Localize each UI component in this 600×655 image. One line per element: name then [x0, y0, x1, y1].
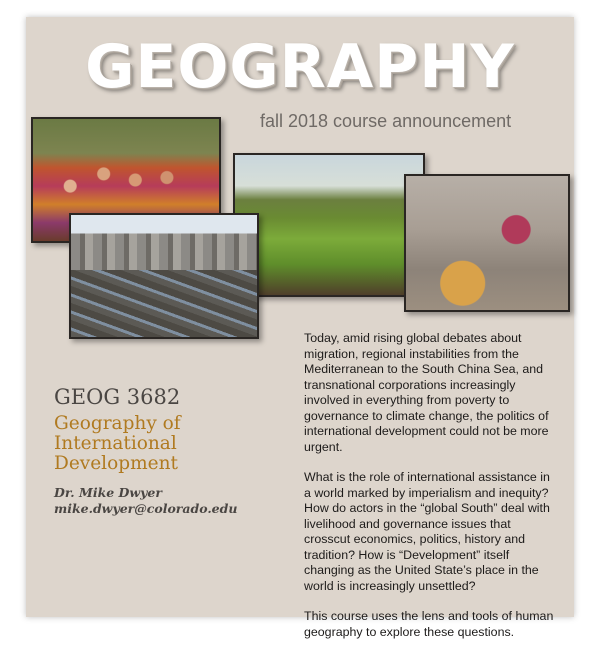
description-paragraph: Today, amid rising global debates about migration, regional instabilities from the Mediterranean to the South China Sea, and transnational corporations increasingly involved in everything from poverty to governance to climate change, the politics of international development could not be more urgent.: [304, 331, 549, 454]
description-paragraph: What is the role of international assistance in a world marked by imperialism and inequity? How do actors in the “global South” deal with livelihood and governance issues that crosscut economics, politics, history and tradition? How is “Development” itself changing as the United State’s place in the world is increasingly unsettled?: [304, 470, 550, 593]
photo-green-fields: [233, 153, 425, 297]
instructor-name: Dr. Mike Dwyer: [54, 485, 162, 500]
course-title-line: Geography of: [54, 413, 181, 434]
poster-title: GEOGRAPHY: [85, 32, 515, 102]
course-code: GEOG 3682: [54, 385, 181, 409]
course-title-line: International: [54, 433, 177, 454]
course-title-line: Development: [54, 453, 178, 474]
course-description: [304, 331, 558, 655]
instructor-info: [54, 485, 237, 517]
description-paragraph: This course uses the lens and tools of human geography to explore these questions.: [304, 609, 554, 639]
photo-woman-cooking: [404, 174, 570, 312]
course-title: [54, 414, 254, 474]
poster-subtitle: fall 2018 course announcement: [260, 111, 512, 131]
photo-city-slum: [69, 213, 259, 339]
instructor-email[interactable]: mike.dwyer@colorado.edu: [54, 501, 238, 516]
